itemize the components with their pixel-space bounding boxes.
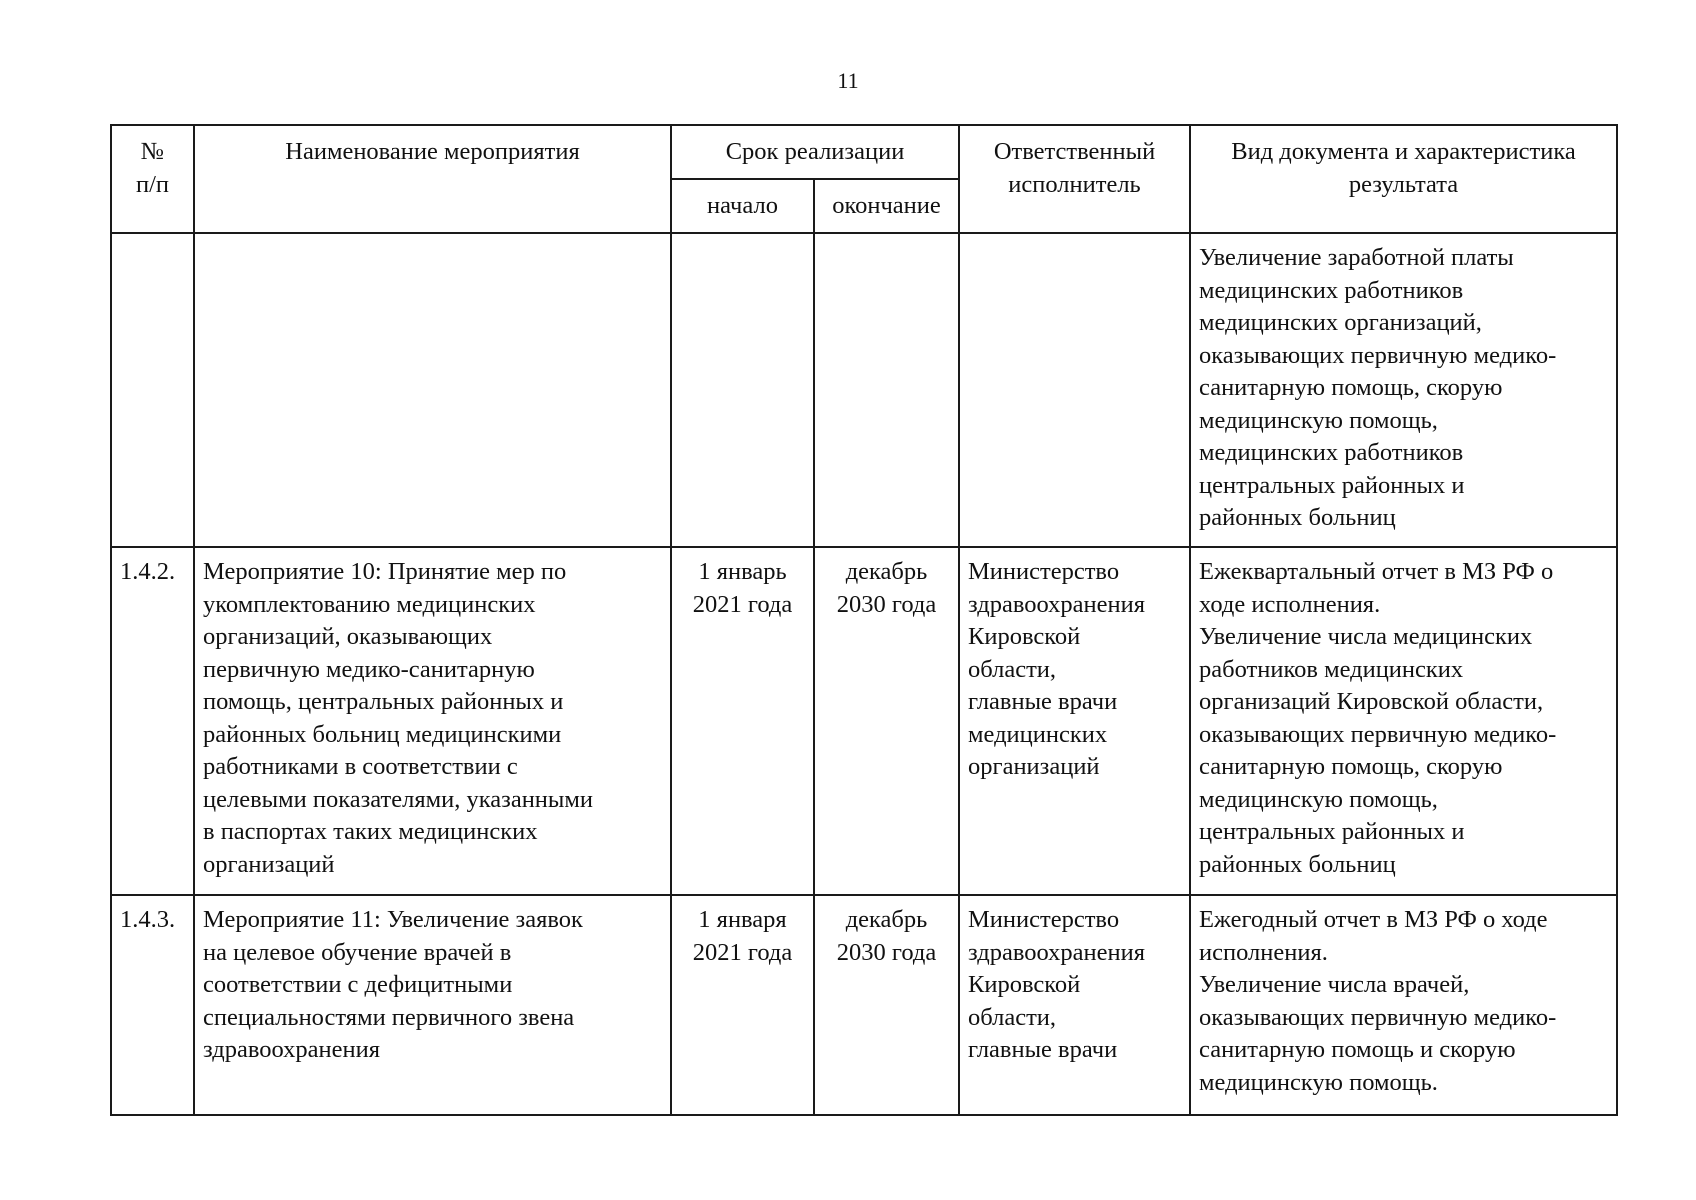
header-number: № п/п [111, 125, 194, 233]
row-name: Мероприятие 11: Увеличение заявок на целевое обучение врачей в соответствии с дефицитными специальностями первичного звена здравоохранения [194, 895, 671, 1115]
header-start: начало [671, 179, 814, 233]
table-row [111, 547, 1617, 895]
header-end: окончание [814, 179, 959, 233]
header-name: Наименование мероприятия [194, 125, 671, 233]
row-start: 1 январь 2021 года [671, 547, 814, 895]
measures-table [110, 124, 1618, 1116]
header-period: Срок реализации [671, 125, 959, 179]
header-responsible: Ответственный исполнитель [959, 125, 1190, 233]
row-number: 1.4.2. [111, 547, 194, 895]
row-end [814, 233, 959, 547]
row-responsible: Министерство здравоохранения Кировской области, главные врачи медицинских организаций [959, 547, 1190, 895]
table-header [111, 125, 1617, 233]
table-row [111, 895, 1617, 1115]
table-row [111, 233, 1617, 547]
row-responsible [959, 233, 1190, 547]
row-result: Ежегодный отчет в МЗ РФ о ходе исполнения. Увеличение числа врачей, оказывающих первичную медико- санитарную помощь и скорую медицинскую помощь. [1190, 895, 1617, 1115]
header-result: Вид документа и характеристика результата [1190, 125, 1617, 233]
row-end: декабрь 2030 года [814, 895, 959, 1115]
row-number [111, 233, 194, 547]
row-name [194, 233, 671, 547]
row-name: Мероприятие 10: Принятие мер по укомплектованию медицинских организаций, оказывающих первичную медико-санитарную помощь, центральных районных и районных больниц медицинскими работниками в соответствии с целевыми показателями, указанными в паспортах таких медицинских организаций [194, 547, 671, 895]
row-number: 1.4.3. [111, 895, 194, 1115]
row-result: Увеличение заработной платы медицинских работников медицинских организаций, оказывающих первичную медико- санитарную помощь, скорую медицинскую помощь, медицинских работников центральных районных и районных больниц [1190, 233, 1617, 547]
row-result: Ежеквартальный отчет в МЗ РФ о ходе исполнения. Увеличение числа медицинских работников медицинских организаций Кировской области, оказывающих первичную медико- санитарную помощь, скорую медицинскую помощь, центральных районных и районных больниц [1190, 547, 1617, 895]
page-number: 11 [837, 68, 859, 93]
row-end: декабрь 2030 года [814, 547, 959, 895]
row-start [671, 233, 814, 547]
row-start: 1 января 2021 года [671, 895, 814, 1115]
row-responsible: Министерство здравоохранения Кировской области, главные врачи [959, 895, 1190, 1115]
